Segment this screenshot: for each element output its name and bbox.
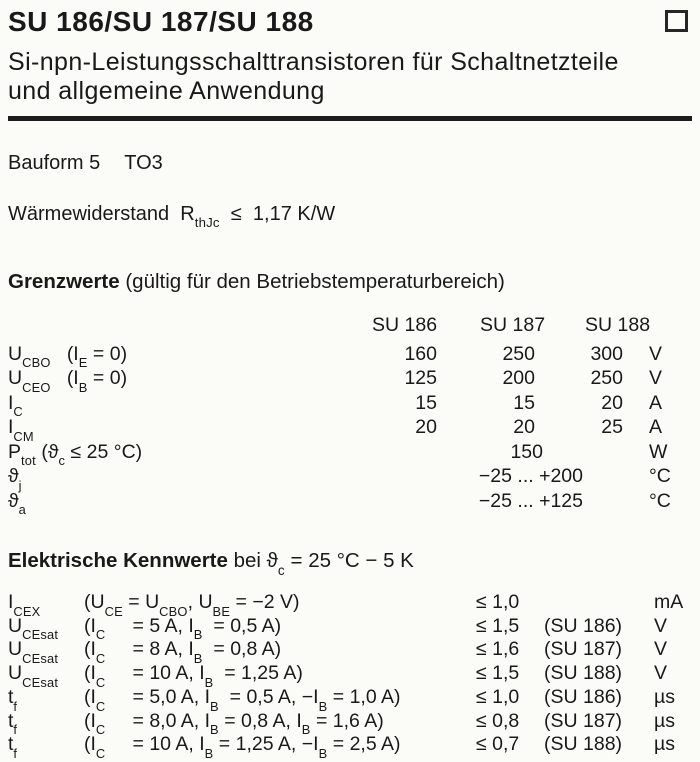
bauform-label: Bauform 5 <box>8 151 101 174</box>
param-conditions: ($I_C$ = 8 A, $I_B = 0,8$ A) <box>84 638 282 667</box>
param-label: $ϑ_j$ <box>8 465 22 493</box>
param-conditions: ($I_C$ = 5,0 A, $I_B = 0,5$ A, $-I_B = 1,0$ A) <box>84 685 401 714</box>
param-value-su186: 125 <box>404 367 437 389</box>
param-unit: A <box>649 416 663 438</box>
param-value-su187: 15 <box>513 391 535 414</box>
subtitle-line-1: Si-npn-Leistungsschalttransistoren für Schaltnetzteile <box>8 48 619 76</box>
param-device: (SU 188) <box>544 733 623 756</box>
bauform-value: TO3 <box>124 151 163 174</box>
param-unit: V <box>654 662 668 685</box>
param-value-su188: 300 <box>590 342 623 365</box>
package-info <box>8 152 692 175</box>
param-value-su186: 15 <box>415 391 437 414</box>
param-conditions: ($U_{CE} = U_{CBO}$, $U_{BE} = -2$ V) <box>84 591 300 619</box>
grenzwerte-heading: Grenzwerte (gültig für den Betriebstemperaturbereich) <box>8 269 505 293</box>
param-value-su187: 20 <box>513 416 535 438</box>
param-symbol: $t_f$ <box>8 709 18 738</box>
subtitle-line-2: und allgemeine Anwendung <box>8 76 325 105</box>
param-symbol: $t_f$ <box>8 733 18 761</box>
param-limit: ≤ 1,5 <box>476 662 520 685</box>
grenzwerte-column-headers <box>8 314 692 336</box>
page-subtitle <box>8 48 692 105</box>
param-symbol: $t_f$ <box>8 685 18 714</box>
param-label: $P_{tot}$ ($ϑ_c \le 25$ °C) <box>8 440 143 469</box>
grenzwerte-table <box>8 342 692 518</box>
page-title: SU 186/SU 187/SU 188 <box>8 6 314 37</box>
param-value-su187: 250 <box>502 342 535 365</box>
column-header-su187: SU 187 <box>480 313 546 336</box>
param-symbol: $U_{CEsat}$ <box>8 662 59 690</box>
param-unit: µs <box>654 685 675 708</box>
param-label: $I_{CM}$ <box>8 416 34 444</box>
param-unit: V <box>654 638 668 661</box>
param-limit: ≤ 0,7 <box>476 733 520 756</box>
param-device: (SU 186) <box>544 614 623 637</box>
param-value-su187: 200 <box>502 367 535 389</box>
corner-box-icon <box>665 10 688 32</box>
param-limit: ≤ 1,0 <box>476 685 520 708</box>
param-limit: ≤ 1,6 <box>476 638 520 661</box>
kennwerte-table <box>8 591 692 761</box>
title-row <box>8 8 692 36</box>
param-label: $ϑ_a$ <box>8 489 27 518</box>
param-label: $U_{CBO}$ $(I_E = 0)$ <box>8 342 128 371</box>
param-unit: V <box>654 614 668 637</box>
param-unit: V <box>649 367 663 389</box>
param-conditions: ($I_C$ = 5 A, $I_B = 0,5$ A) <box>84 614 282 643</box>
param-unit: °C <box>649 489 671 512</box>
param-value-su186: 160 <box>404 342 437 365</box>
param-limit: ≤ 1,0 <box>476 591 520 613</box>
param-unit: A <box>649 391 663 414</box>
param-span-value: −25 ... +200 <box>478 465 583 487</box>
param-device <box>544 591 650 615</box>
param-span-value: 150 <box>510 440 543 463</box>
param-label: $I_C$ <box>8 391 23 420</box>
param-label: $U_{CEO}$ $(I_B = 0)$ <box>8 367 128 395</box>
column-header-su186: SU 186 <box>372 313 438 336</box>
param-limit: ≤ 1,5 <box>476 614 520 637</box>
param-unit: µs <box>654 709 675 732</box>
param-value-su188: 20 <box>601 391 623 414</box>
column-header-su188: SU 188 <box>585 313 651 336</box>
param-value-su188: 25 <box>601 416 623 438</box>
param-symbol: $I_{CEX}$ <box>8 591 41 619</box>
param-value-su186: 20 <box>415 416 437 438</box>
param-unit: W <box>649 440 668 463</box>
param-unit: °C <box>649 465 671 487</box>
param-unit: V <box>649 342 663 365</box>
param-device: (SU 187) <box>544 638 623 661</box>
param-symbol: $U_{CEsat}$ <box>8 614 59 643</box>
param-unit: µs <box>654 733 675 756</box>
param-limit: ≤ 0,8 <box>476 709 520 732</box>
param-conditions: ($I_C$ = 8,0 A, $I_B = 0,8$ A, $I_B = 1,6$ A) <box>84 709 384 738</box>
param-conditions: ($I_C$ = 10 A, $I_B = 1,25$ A) <box>84 662 303 690</box>
param-unit: mA <box>654 591 684 613</box>
title-divider <box>8 116 692 121</box>
kennwerte-heading: Elektrische Kennwerte bei $ϑ_c = 25$ °C − 5 K <box>8 549 414 579</box>
param-device: (SU 188) <box>544 662 623 685</box>
param-device: (SU 187) <box>544 709 623 732</box>
param-span-value: −25 ... +125 <box>478 489 583 512</box>
param-conditions: ($I_C$ = 10 A, $I_B = 1,25$ A, $-I_B = 2,5$ A) <box>84 733 401 761</box>
thermal-resistance-line: Wärmewiderstand $R_{thJc} \le 1,17$ K/W <box>8 202 336 231</box>
param-device: (SU 186) <box>544 685 623 708</box>
param-value-su188: 250 <box>590 367 623 389</box>
param-symbol: $U_{CEsat}$ <box>8 638 59 667</box>
